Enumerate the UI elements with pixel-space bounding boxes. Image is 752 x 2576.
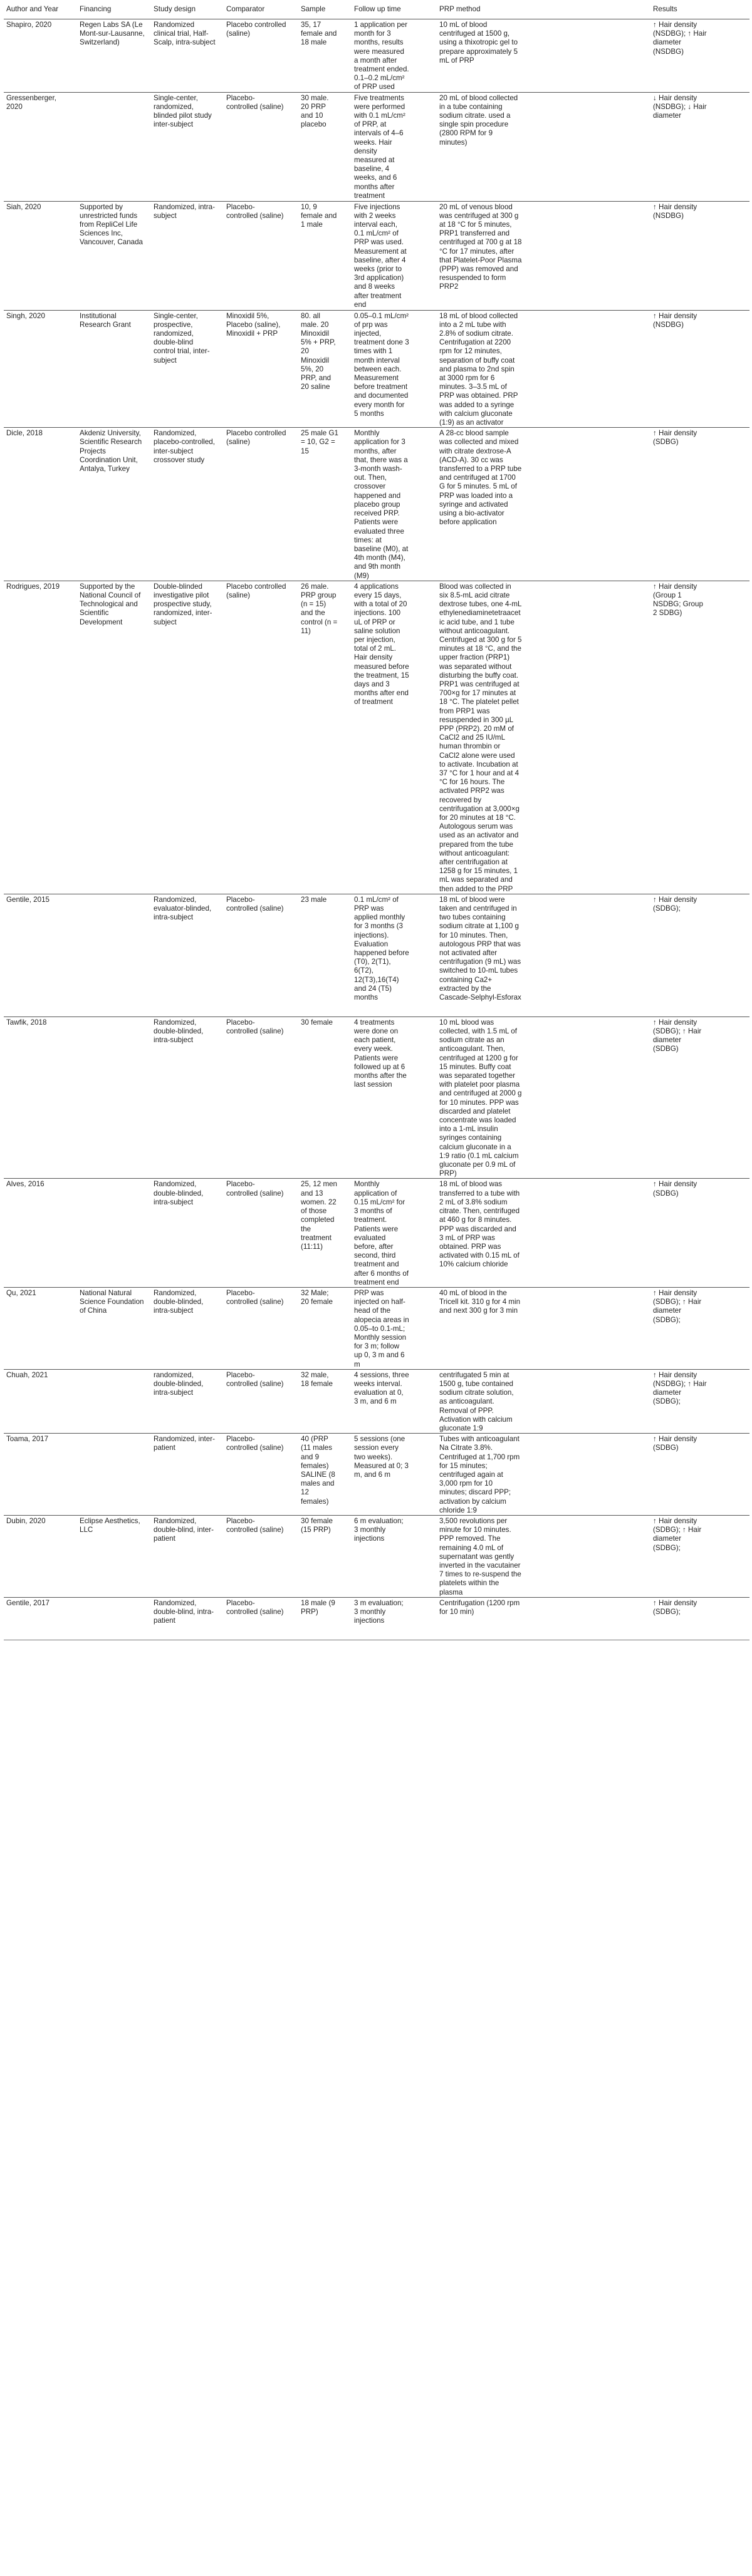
cell-study-design (151, 1434, 224, 1516)
table-row (4, 428, 749, 581)
cell-study-design-text: Randomized, intra-subject (154, 202, 215, 220)
cell-sample (298, 1597, 352, 1640)
cell-author-text: Tawfik, 2018 (6, 1018, 47, 1027)
cell-comparator (224, 428, 298, 581)
cell-comparator (224, 201, 298, 310)
cell-prp-method-text: 10 mL of blood centrifuged at 1500 g, using a thixotropic gel to prepare approximately 5 mL of PRP (439, 21, 518, 65)
cell-follow-up-text: 4 sessions, three weeks interval. evaluation at 0, 3 m, and 6 m (354, 1370, 409, 1406)
cell-follow-up (352, 201, 437, 310)
cell-follow-up (352, 19, 437, 93)
cell-financing (77, 1369, 151, 1433)
table-header-row (4, 3, 749, 19)
cell-study-design (151, 1597, 224, 1640)
cell-comparator (224, 1369, 298, 1433)
cell-author (4, 92, 77, 201)
cell-study-design (151, 19, 224, 93)
cell-comparator-text: Placebo-controlled (saline) (226, 1180, 284, 1197)
cell-comparator-text: Placebo-controlled (saline) (226, 1598, 284, 1616)
cell-results (650, 201, 749, 310)
cell-study-design-text: Randomized, double-blind, intra-patient (154, 1598, 214, 1625)
cell-study-design (151, 581, 224, 894)
cell-study-design-text: Randomized, placebo-controlled, inter-subject crossover study (154, 429, 215, 464)
cell-follow-up (352, 1016, 437, 1179)
cell-financing (77, 428, 151, 581)
cell-prp-method (437, 581, 650, 894)
cell-study-design (151, 1179, 224, 1287)
cell-prp-method (437, 92, 650, 201)
cell-sample-text: 40 (PRP (11 males and 9 females) SALINE (8 males and 12 females) (301, 1435, 335, 1506)
cell-study-design-text: Randomized, evaluator-blinded, intra-subject (154, 895, 212, 922)
cell-follow-up-text: 4 applications every 15 days, with a total of 20 injections. 100 uL of PRP or saline solution per injection, total of 2 mL. Hair density measured before the treatment, 15 days and 3 months after end of treatment (354, 582, 409, 706)
table-row (4, 1179, 749, 1287)
cell-study-design-text: Double-blinded investigative pilot prospective study, randomized, inter-subject (154, 582, 212, 626)
cell-sample (298, 1016, 352, 1179)
cell-study-design-text: Randomized, inter-patient (154, 1435, 215, 1452)
cell-results (650, 1369, 749, 1433)
cell-prp-method (437, 1434, 650, 1516)
cell-results (650, 1434, 749, 1516)
cell-prp-method (437, 1287, 650, 1369)
cell-author-text: Dubin, 2020 (6, 1517, 46, 1525)
cell-study-design (151, 894, 224, 1016)
cell-comparator-text: Placebo-controlled (saline) (226, 1370, 284, 1388)
cell-comparator (224, 1597, 298, 1640)
cell-author (4, 201, 77, 310)
cell-study-design-text: Randomized, double-blind, inter-patient (154, 1517, 214, 1543)
cell-results (650, 428, 749, 581)
cell-sample (298, 1434, 352, 1516)
cell-results (650, 1016, 749, 1179)
cell-financing-text: Eclipse Aesthetics, LLC (80, 1517, 140, 1534)
cell-financing (77, 1287, 151, 1369)
cell-comparator-text: Placebo-controlled (saline) (226, 93, 284, 111)
cell-comparator-text: Placebo controlled (saline) (226, 429, 286, 447)
header-study-design: Study design (151, 3, 224, 19)
cell-author (4, 310, 77, 428)
cell-sample (298, 428, 352, 581)
cell-sample-text: 30 female (15 PRP) (301, 1517, 333, 1534)
cell-follow-up-text: 1 application per month for 3 months, results were measured a month after treatment ended. 0.1–0.2 mL/cm² of PRP used (354, 21, 409, 91)
cell-financing (77, 19, 151, 93)
cell-follow-up-text: Five treatments were performed with 0.1 mL/cm² of PRP, at intervals of 4–6 weeks. Hair density measured at baseline, 4 weeks, and 6 months after treatment (354, 93, 405, 200)
cell-sample-text: 30 female (301, 1018, 333, 1027)
cell-financing (77, 1016, 151, 1179)
cell-author (4, 1516, 77, 1598)
cell-comparator (224, 1179, 298, 1287)
cell-results-text: ↑ Hair density (SDBG) (653, 1180, 697, 1197)
cell-follow-up (352, 310, 437, 428)
table-row (4, 581, 749, 894)
header-sample: Sample (298, 3, 352, 19)
cell-prp-method-text: centrifugated 5 min at 1500 g, tube contained sodium citrate solution, as anticoagulant. Removal of PPP. Activation with calcium gluconate 1:9 (439, 1370, 514, 1432)
cell-results-text: ↑ Hair density (SDBG); (653, 895, 697, 913)
cell-author (4, 19, 77, 93)
cell-sample-text: 18 male (9 PRP) (301, 1598, 335, 1616)
cell-author-text: Qu, 2021 (6, 1288, 36, 1297)
cell-financing-text: Supported by unrestricted funds from RepliCel Life Sciences Inc, Vancouver, Canada (80, 202, 143, 247)
cell-prp-method (437, 310, 650, 428)
cell-prp-method-text: Blood was collected in six 8.5-mL acid citrate dextrose tubes, one 4-mL ethylenediaminetetraacetic acid tube, and 1 tube without anticoagulant. Centrifuged at 300 g for 5 minutes at 18 °C, and the upper fraction (PRP1) was separated without disturbing the buffy coat. PRP1 was centrifuged at 700×g for 17 minutes at 18 °C. The platelet pellet from PRP1 was resuspended in 300 µL PPP (PRP2). 20 mM of CaCl2 and 25 IU/mL human thrombin or CaCl2 alone were used to activate. Incubation at 37 °C for 1 hour and at 4 °C for 16 hours. The activated PRP2 was recovered by centrifugation at 3,000×g for 20 minutes at 18 °C. Autologous serum was used as an activator and prepared from the tube without anticoagulant: after centrifugation at 1258 g for 15 minutes, 1 mL was separated and then added to the PRP (439, 582, 522, 893)
cell-comparator (224, 581, 298, 894)
cell-prp-method (437, 894, 650, 1016)
table-row (4, 1516, 749, 1598)
header-results: Results (650, 3, 749, 19)
cell-prp-method (437, 1597, 650, 1640)
cell-study-design-text: Single-center, randomized, blinded pilot study inter-subject (154, 93, 212, 129)
table-row (4, 310, 749, 428)
cell-author-text: Singh, 2020 (6, 311, 45, 320)
cell-prp-method-text: 18 mL of blood were taken and centrifuged in two tubes containing sodium citrate at 1,100 g for 10 minutes. Then, autologous PRP that was not activated after centrifugation (9 mL) was switched to 10-mL tubes containing Ca2+ extracted by the Cascade-Selphyl-Esforax (439, 895, 521, 1002)
table-row (4, 92, 749, 201)
cell-comparator (224, 1516, 298, 1598)
cell-sample (298, 92, 352, 201)
cell-follow-up (352, 1516, 437, 1598)
cell-results (650, 1516, 749, 1598)
cell-prp-method-text: 3,500 revolutions per minute for 10 minutes. PPP removed. The remaining 4.0 mL of supernatant was gently inverted in the vacutainer 7 times to re-suspend the platelets within the plasma (439, 1517, 521, 1596)
cell-results (650, 1179, 749, 1287)
cell-comparator-text: Minoxidil 5%, Placebo (saline), Minoxidil + PRP (226, 311, 281, 338)
cell-sample (298, 1287, 352, 1369)
cell-prp-method (437, 201, 650, 310)
cell-author (4, 1287, 77, 1369)
cell-sample-text: 80. all male. 20 Minoxidil 5% + PRP, 20 Minoxidil 5%, 20 PRP, and 20 saline (301, 311, 336, 391)
cell-author-text: Dicle, 2018 (6, 429, 43, 438)
cell-study-design (151, 201, 224, 310)
cell-study-design (151, 1016, 224, 1179)
cell-follow-up (352, 1369, 437, 1433)
cell-sample-text: 10, 9 female and 1 male (301, 202, 337, 229)
table-row (4, 1434, 749, 1516)
cell-prp-method (437, 1016, 650, 1179)
cell-follow-up (352, 894, 437, 1016)
cell-study-design (151, 1516, 224, 1598)
cell-comparator-text: Placebo-controlled (saline) (226, 1435, 284, 1452)
cell-sample-text: 25 male G1 = 10, G2 = 15 (301, 429, 338, 455)
cell-author-text: Gressenberger, 2020 (6, 93, 56, 111)
cell-comparator-text: Placebo-controlled (saline) (226, 1288, 284, 1306)
cell-financing-text: Regen Labs SA (Le Mont-sur-Lausanne, Switzerland) (80, 21, 145, 47)
cell-financing (77, 1179, 151, 1287)
cell-follow-up (352, 1179, 437, 1287)
cell-follow-up (352, 1287, 437, 1369)
cell-results-text: ↑ Hair density (SDBG); ↑ Hair diameter (SDBG) (653, 1018, 702, 1053)
cell-results (650, 92, 749, 201)
cell-prp-method (437, 428, 650, 581)
cell-follow-up (352, 581, 437, 894)
cell-author-text: Siah, 2020 (6, 202, 41, 211)
cell-results-text: ↑ Hair density (SDBG); ↑ Hair diameter (SDBG); (653, 1517, 702, 1552)
cell-prp-method-text: Centrifugation (1200 rpm for 10 min) (439, 1598, 520, 1616)
cell-author-text: Gentile, 2015 (6, 895, 50, 904)
cell-prp-method (437, 1369, 650, 1433)
cell-author-text: Toama, 2017 (6, 1435, 49, 1444)
cell-comparator (224, 1287, 298, 1369)
cell-financing (77, 1516, 151, 1598)
cell-sample-text: 32 male, 18 female (301, 1370, 333, 1388)
cell-prp-method (437, 1179, 650, 1287)
cell-study-design-text: Randomized clinical trial, Half-Scalp, intra-subject (154, 21, 216, 47)
cell-results-text: ↓ Hair density (NSDBG); ↓ Hair diameter (653, 93, 707, 120)
cell-financing-text: Institutional Research Grant (80, 311, 131, 329)
cell-follow-up-text: 4 treatments were done on each patient, every week. Patients were followed up at 6 months after the last session (354, 1018, 407, 1089)
header-prp-method: PRP method (437, 3, 650, 19)
cell-results-text: ↑ Hair density (NSDBG); ↑ Hair diameter (SDBG); (653, 1370, 707, 1406)
cell-comparator (224, 1016, 298, 1179)
cell-financing (77, 310, 151, 428)
table-row (4, 1016, 749, 1179)
cell-author (4, 1179, 77, 1287)
cell-results-text: ↑ Hair density (Group 1 NSDBG; Group 2 SDBG) (653, 582, 703, 618)
cell-comparator (224, 894, 298, 1016)
cell-study-design-text: Randomized, double-blinded, intra-subject (154, 1288, 204, 1315)
cell-follow-up-text: PRP was injected on half-head of the alopecia areas in 0.05–to 0.1-mL; Monthly session for 3 m; follow up 0, 3 m and 6 m (354, 1288, 409, 1368)
cell-prp-method-text: 20 mL of blood collected in a tube containing sodium citrate. used a single spin procedure (2800 RPM for 9 minutes) (439, 93, 518, 147)
cell-study-design-text: Randomized, double-blinded, intra-subject (154, 1018, 204, 1045)
table-row (4, 1597, 749, 1640)
studies-table (4, 3, 749, 1640)
cell-sample-text: 26 male. PRP group (n = 15) and the control (n = 11) (301, 582, 338, 635)
cell-financing-text: Akdeniz University, Scientific Research Projects Coordination Unit, Antalya, Turkey (80, 429, 142, 473)
cell-comparator-text: Placebo controlled (saline) (226, 582, 286, 599)
cell-follow-up (352, 428, 437, 581)
cell-follow-up-text: 6 m evaluation; 3 monthly injections (354, 1517, 404, 1543)
cell-prp-method-text: 18 mL of blood was transferred to a tube with 2 mL of 3.8% sodium citrate. Then, centrifuged at 460 g for 8 minutes. PPP was discarded and 3 mL of PRP was obtained. PRP was activated with 0.15 mL of 10% calcium chloride (439, 1180, 520, 1269)
cell-study-design (151, 428, 224, 581)
cell-sample (298, 1369, 352, 1433)
cell-author (4, 1434, 77, 1516)
cell-sample (298, 310, 352, 428)
cell-sample (298, 894, 352, 1016)
cell-follow-up (352, 1434, 437, 1516)
cell-study-design (151, 1369, 224, 1433)
cell-study-design-text: randomized, double-blinded, intra-subject (154, 1370, 204, 1397)
cell-prp-method-text: Tubes with anticoagulant Na Citrate 3.8%. Centrifuged at 1,700 rpm for 15 minutes; centrifuged again at 3,000 rpm for 10 minutes; discard PPP; activation by calcium chloride 1:9 (439, 1435, 520, 1514)
header-author: Author and Year (4, 3, 77, 19)
cell-follow-up (352, 1597, 437, 1640)
cell-financing-text: Supported by the National Council of Technological and Scientific Development (80, 582, 141, 626)
cell-financing (77, 201, 151, 310)
cell-results-text: ↑ Hair density (NSDBG); ↑ Hair diameter (NSDBG) (653, 21, 707, 56)
cell-author-text: Chuah, 2021 (6, 1370, 48, 1379)
cell-prp-method-text: 18 mL of blood collected into a 2 mL tube with 2.8% of sodium citrate. Centrifugation at 2200 rpm for 12 minutes, separation of buffy coat and plasma to 2nd spin at 3000 rpm for 6 minutes. 3–3.5 mL of PRP was obtained. PRP was added to a syringe with calcium gluconate (1:9) as an activator (439, 311, 518, 427)
cell-follow-up (352, 92, 437, 201)
cell-financing (77, 1597, 151, 1640)
cell-author (4, 581, 77, 894)
cell-results (650, 19, 749, 93)
cell-follow-up-text: Monthly application for 3 months, after that, there was a 3-month wash-out. Then, crossover happened and placebo group received PRP. Patients were evaluated three times: at baseline (M0), at 4th month (M4), and 9th month (M9) (354, 429, 409, 580)
cell-prp-method (437, 19, 650, 93)
cell-results-text: ↑ Hair density (SDBG); (653, 1598, 697, 1616)
table-body (4, 19, 749, 1640)
cell-study-design (151, 1287, 224, 1369)
cell-prp-method (437, 1516, 650, 1598)
header-comparator: Comparator (224, 3, 298, 19)
cell-results (650, 310, 749, 428)
table-row (4, 19, 749, 93)
cell-sample (298, 1516, 352, 1598)
table-row (4, 894, 749, 1016)
cell-results-text: ↑ Hair density (NSDBG) (653, 311, 697, 329)
cell-author (4, 894, 77, 1016)
header-follow-up: Follow up time (352, 3, 437, 19)
cell-comparator (224, 1434, 298, 1516)
cell-sample-text: 23 male (301, 895, 327, 904)
cell-comparator-text: Placebo-controlled (saline) (226, 1018, 284, 1036)
cell-comparator (224, 19, 298, 93)
cell-follow-up-text: Five injections with 2 weeks interval each, 0.1 mL/cm² of PRP was used. Measurement at baseline, after 4 weeks (prior to 3rd application) and 8 weeks after treatment end (354, 202, 407, 309)
cell-study-design (151, 310, 224, 428)
cell-study-design (151, 92, 224, 201)
cell-sample (298, 19, 352, 93)
cell-results-text: ↑ Hair density (SDBG) (653, 1435, 697, 1452)
cell-author-text: Rodrigues, 2019 (6, 582, 60, 591)
table-row (4, 1287, 749, 1369)
cell-author-text: Shapiro, 2020 (6, 21, 52, 29)
cell-results (650, 1287, 749, 1369)
cell-prp-method-text: 20 mL of venous blood was centrifuged at 300 g at 18 °C for 5 minutes, PRP1 transferred and centrifuged at 700 g at 18 °C for 17 minutes, after that Platelet-Poor Plasma (PPP) was removed and resuspended to form PRP2 (439, 202, 522, 291)
cell-author-text: Alves, 2016 (6, 1180, 44, 1189)
table-row (4, 1369, 749, 1433)
cell-financing (77, 92, 151, 201)
cell-prp-method-text: 40 mL of blood in the Tricell kit. 310 g for 4 min and next 300 g for 3 min (439, 1288, 521, 1315)
cell-results (650, 1597, 749, 1640)
cell-results-text: ↑ Hair density (SDBG) (653, 429, 697, 447)
table-row (4, 201, 749, 310)
cell-prp-method-text: A 28-cc blood sample was collected and mixed with citrate dextrose-A (ACD-A). 30 cc was transferred to a PRP tube and centrifuged at 1700 G for 5 minutes. 5 mL of PRP was loaded into a syringe and activated using a bio-activator before application (439, 429, 522, 527)
cell-comparator (224, 310, 298, 428)
cell-prp-method-text: 10 mL blood was collected, with 1.5 mL of sodium citrate as an anticoagulant. Then, centrifuged at 1200 g for 15 minutes. Buffy coat was separated together with platelet poor plasma and centrifuged at 2000 g for 10 minutes. PPP was discarded and platelet concentrate was loaded into a 1-mL insulin syringes containing calcium gluconate in a 1:9 ratio (0.1 mL calcium gluconate per 0.9 mL of PRP) (439, 1018, 522, 1178)
cell-comparator-text: Placebo-controlled (saline) (226, 1517, 284, 1534)
cell-sample-text: 25, 12 men and 13 women. 22 of those completed the treatment (11:11) (301, 1180, 338, 1251)
cell-sample-text: 35, 17 female and 18 male (301, 21, 337, 47)
cell-follow-up-text: Monthly application of 0.15 mL/cm² for 3 months of treatment. Patients were evaluated before, after second, third treatment and after 6 months of treatment end (354, 1180, 409, 1286)
cell-comparator-text: Placebo controlled (saline) (226, 21, 286, 38)
cell-financing-text: National Natural Science Foundation of China (80, 1288, 144, 1315)
cell-study-design-text: Single-center, prospective, randomized, double-blind control trial, inter-subject (154, 311, 210, 365)
cell-follow-up-text: 0.1 mL/cm² of PRP was applied monthly for 3 months (3 injections). Evaluation happened before (T0), 2(T1), 6(T2), 12(T3),16(T4) and 24 (T5) months (354, 895, 409, 1002)
cell-sample (298, 201, 352, 310)
cell-author-text: Gentile, 2017 (6, 1598, 50, 1607)
cell-financing (77, 1434, 151, 1516)
cell-follow-up-text: 5 sessions (one session every two weeks). Measured at 0; 3 m, and 6 m (354, 1435, 409, 1479)
cell-author (4, 1369, 77, 1433)
cell-comparator (224, 92, 298, 201)
cell-author (4, 1016, 77, 1179)
cell-study-design-text: Randomized, double-blinded, intra-subject (154, 1180, 204, 1206)
header-financing: Financing (77, 3, 151, 19)
cell-sample (298, 581, 352, 894)
cell-results-text: ↑ Hair density (NSDBG) (653, 202, 697, 220)
cell-follow-up-text: 0.05–0.1 mL/cm² of prp was injected, treatment done 3 times with 1 month interval between each. Measurement before treatment and documented every month for 5 months (354, 311, 409, 418)
cell-sample-text: 32 Male; 20 female (301, 1288, 333, 1306)
cell-sample (298, 1179, 352, 1287)
cell-sample-text: 30 male. 20 PRP and 10 placebo (301, 93, 329, 129)
cell-results (650, 894, 749, 1016)
cell-author (4, 1597, 77, 1640)
cell-comparator-text: Placebo-controlled (saline) (226, 895, 284, 913)
cell-financing (77, 581, 151, 894)
cell-results-text: ↑ Hair density (SDBG); ↑ Hair diameter (SDBG); (653, 1288, 702, 1324)
cell-comparator-text: Placebo-controlled (saline) (226, 202, 284, 220)
cell-author (4, 428, 77, 581)
cell-financing (77, 894, 151, 1016)
cell-results (650, 581, 749, 894)
cell-follow-up-text: 3 m evaluation; 3 monthly injections (354, 1598, 404, 1625)
